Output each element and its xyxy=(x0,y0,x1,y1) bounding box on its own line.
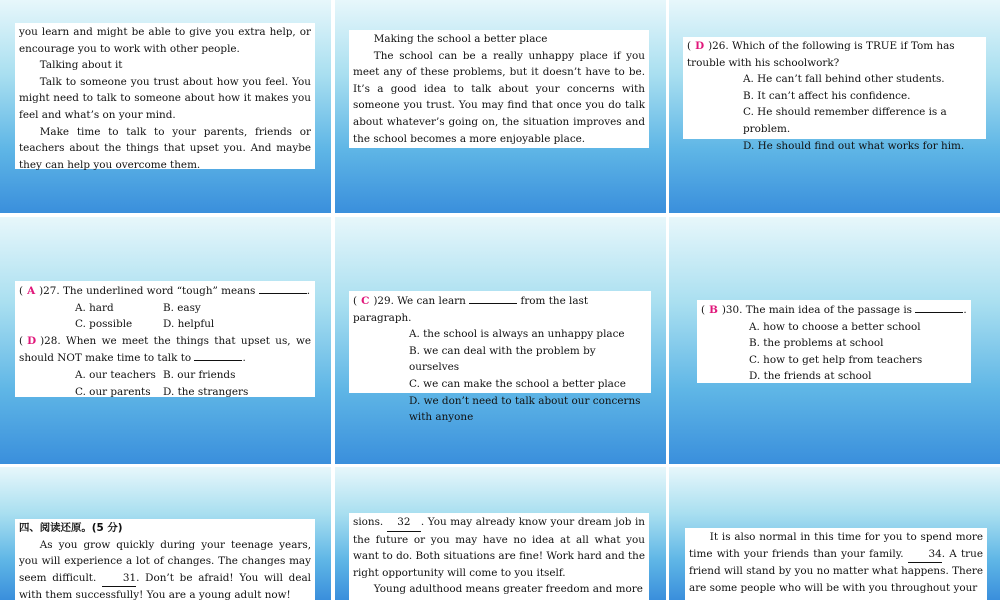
option-d: D. we don’t need to talk about our concerns with anyone xyxy=(409,394,641,424)
question-27: ( A )27. The underlined word “tough” means . A. hard B. easy C. possible D. helpful xyxy=(19,282,311,333)
blank-34: 34 xyxy=(908,546,942,564)
paragraph: The school can be a really unhappy place if you meet any of these problems, but it doesn’t have to be. It’s a good idea to talk about your concerns with someone you trust. You may find that once you do talk about whatever’s going on, the situation improves and the school becomes a more enjoyable place. xyxy=(353,49,645,145)
answer-blank xyxy=(259,282,307,294)
answer-blank xyxy=(194,349,242,361)
paragraph: Make time to talk to your parents, friends or teachers about the things that upset you. And maybe they can help you overcome them. xyxy=(19,125,311,171)
slide-3 xyxy=(669,0,1000,213)
question-stem: )26. Which of the following is TRUE if Tom has trouble with his schoolwork? xyxy=(687,40,955,69)
slide-9 xyxy=(669,467,1000,600)
answer-letter: A xyxy=(27,285,36,297)
section-heading: Making the school a better place xyxy=(373,33,548,45)
question-stem: )30. The main idea of the passage is xyxy=(721,304,912,316)
option-a: A. He can’t fall behind other students. xyxy=(743,73,945,86)
slide-4 xyxy=(0,217,331,464)
option-b: B. easy xyxy=(163,301,201,314)
paragraph: As you grow quickly during your teenage years, you will experience a lot of changes. The changes may seem difficult. 31. Don’t be afraid! You will deal with them successfully! You are a young adult now! xyxy=(19,538,311,600)
paragraph: Young adulthood means greater freedom and more xyxy=(373,583,643,596)
slide-8 xyxy=(335,467,666,600)
question-30: ( B )30. The main idea of the passage is . A. how to choose a better school B. the problems at school C. how to get help from teachers D. the friends at school xyxy=(701,301,967,385)
question-stem: )28. When we meet the things that upset us, we should NOT make time to talk to xyxy=(19,334,311,365)
question-box xyxy=(15,281,315,397)
text-box xyxy=(685,528,987,600)
paragraph: Talk to someone you trust about how you feel. You might need to talk to someone about how it makes you feel and what’s on your mind. xyxy=(19,75,311,121)
slide-6 xyxy=(669,217,1000,464)
paragraph: you learn and might be able to give you extra help, or encourage you to work with other people. xyxy=(19,26,311,55)
question-26: ( D )26. Which of the following is TRUE if Tom has trouble with his schoolwork? A. He can’t fall behind other students. B. It can’t affect his confidence. C. He should remember difference is a problem. D. He should find out what works for him. xyxy=(687,38,982,154)
option-d: D. helpful xyxy=(163,318,215,331)
slide-5 xyxy=(335,217,666,464)
question-box xyxy=(683,37,986,152)
text-box xyxy=(15,519,315,600)
slide-1 xyxy=(0,0,331,213)
option-c: C. how to get help from teachers xyxy=(749,353,923,366)
option-b: B. It can’t affect his confidence. xyxy=(743,89,911,102)
section-heading: Talking about it xyxy=(39,59,123,72)
answer-blank xyxy=(915,301,963,313)
question-stem-tail: from the last paragraph. xyxy=(353,295,589,324)
option-c: C. He should remember difference is a problem. xyxy=(743,106,947,135)
option-c: C. our parents xyxy=(75,385,151,398)
paragraph: sions. 32 . You may already know your dream job in the future or you may have no idea at all what you want to do. Both situations are fine! Work hard and the right opportunity will come to you itself. xyxy=(353,516,645,579)
answer-letter: D xyxy=(695,40,705,52)
paragraph: It is also normal in this time for you to spend more time with your friends than your family. 34. A true friend will stand by you no matter what happens. There are some people who will be with you throughout your xyxy=(689,531,983,594)
option-d: D. He should find out what works for him. xyxy=(743,139,965,152)
section-heading: 四、阅读还原。(5 分) xyxy=(19,522,123,534)
option-a: A. our teachers xyxy=(75,368,156,381)
blank-32: 32 xyxy=(387,514,421,532)
answer-letter: D xyxy=(27,334,37,347)
option-a: A. how to choose a better school xyxy=(749,320,921,333)
option-c: C. possible xyxy=(75,318,133,331)
option-a: A. hard xyxy=(75,301,114,314)
answer-letter: B xyxy=(709,304,718,316)
answer-blank xyxy=(469,292,517,304)
question-stem: )27. The underlined word “tough” means xyxy=(39,285,256,297)
question-box xyxy=(697,300,971,383)
question-28: ( D )28. When we meet the things that upset us, we should NOT make time to talk to . A. our teachers B. our friends C. our parents D. the strangers xyxy=(19,333,311,400)
blank-31: 31 xyxy=(102,570,136,588)
question-29: ( C )29. We can learn from the last paragraph. A. the school is always an unhappy place B. we can deal with the problem by ourselves C. we can make the school a better place D. we don’t need to talk about our concerns with anyone xyxy=(353,292,647,426)
text-box xyxy=(349,513,649,600)
option-b: B. we can deal with the problem by ourselves xyxy=(409,344,596,374)
option-c: C. we can make the school a better place xyxy=(409,377,626,390)
question-box xyxy=(349,291,651,424)
text-box xyxy=(349,30,649,148)
option-d: D. the friends at school xyxy=(749,370,872,383)
option-d: D. the strangers xyxy=(163,385,249,398)
option-b: B. the problems at school xyxy=(749,337,884,350)
option-b: B. our friends xyxy=(163,368,236,381)
slide-2 xyxy=(335,0,666,213)
answer-letter: C xyxy=(361,295,370,307)
text-box xyxy=(15,23,315,169)
slide-7 xyxy=(0,467,331,600)
question-stem: )29. We can learn xyxy=(373,295,466,307)
option-a: A. the school is always an unhappy place xyxy=(409,328,625,341)
